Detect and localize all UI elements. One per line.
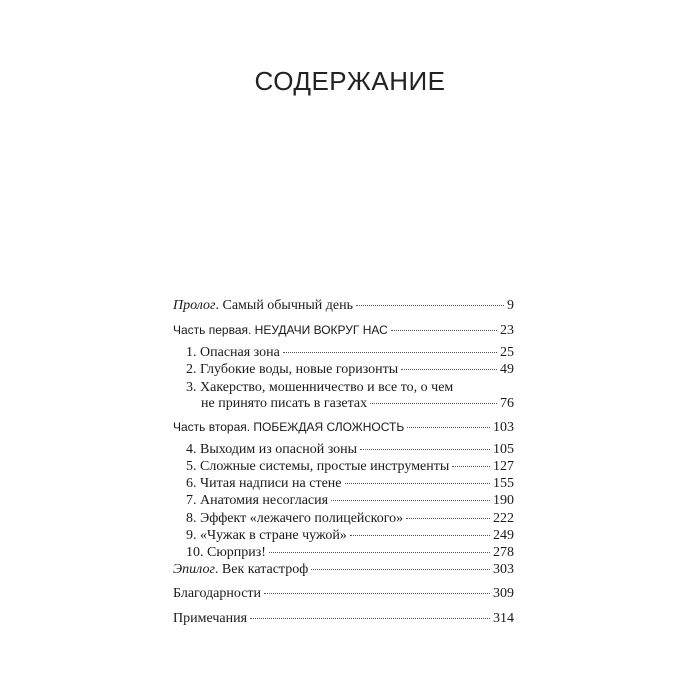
entry-text: 7. Анатомия несогласия [186, 493, 329, 508]
dot-leader [350, 534, 490, 536]
entry-text: 3. Хакерство, мошенничество и все то, о чем [186, 380, 454, 395]
dot-leader [331, 499, 490, 501]
entry-text: . Самый обычный день [215, 298, 353, 313]
page-number: 127 [493, 459, 514, 474]
toc-entry-epilogue[interactable] [173, 560, 514, 580]
dot-leader [370, 402, 497, 404]
entry-text: Часть вторая. ПОБЕЖДАЯ СЛОЖНОСТЬ [173, 420, 405, 434]
dot-leader [401, 368, 497, 370]
dot-leader [356, 304, 504, 306]
toc-entry-chapter-7[interactable] [186, 491, 514, 511]
entry-text: 5. Сложные системы, простые инструменты [186, 459, 450, 474]
dot-leader [407, 426, 490, 428]
entry-text: Благодарности [173, 586, 262, 601]
dot-leader [360, 448, 490, 450]
dot-leader [264, 592, 490, 594]
page-number: 76 [500, 396, 514, 411]
toc-entry-chapter-2[interactable] [186, 360, 514, 380]
page-number: 309 [493, 586, 514, 601]
entry-prefix: Пролог [173, 298, 216, 313]
dot-leader [406, 517, 490, 519]
page-number: 314 [493, 611, 514, 626]
entry-text: 2. Глубокие воды, новые горизонты [186, 362, 399, 377]
entry-text: не принято писать в газетах [201, 396, 368, 411]
page-number: 25 [500, 345, 514, 360]
dot-leader [269, 551, 490, 553]
page-number: 103 [493, 420, 514, 435]
entry-text: 9. «Чужак в стране чужой» [186, 528, 347, 543]
entry-text: 10. Сюрприз! [186, 545, 266, 560]
entry-text: 4. Выходим из опасной зоны [186, 442, 358, 457]
toc-entry-part-two[interactable] [173, 417, 514, 437]
entry-text: 6. Читая надписи на стене [186, 476, 342, 491]
page-number: 222 [493, 511, 514, 526]
entry-text: 8. Эффект «лежачего полицейского» [186, 511, 404, 526]
dot-leader [283, 351, 497, 353]
page-number: 303 [493, 562, 514, 577]
dot-leader [345, 482, 490, 484]
toc-entry-acknowledgements[interactable] [173, 584, 514, 604]
page-number: 155 [493, 476, 514, 491]
toc-entry-chapter-3-cont[interactable] [201, 394, 514, 414]
entry-prefix: Эпилог [173, 562, 215, 577]
toc-entry-prologue[interactable] [173, 296, 514, 316]
toc-entry-part-one[interactable] [173, 320, 514, 340]
page-number: 278 [493, 545, 514, 560]
dot-leader [311, 568, 490, 570]
page-number: 249 [493, 528, 514, 543]
entry-text: Часть первая. НЕУДАЧИ ВОКРУГ НАС [173, 323, 388, 337]
entry-text: 1. Опасная зона [186, 345, 280, 360]
page-title: СОДЕРЖАНИЕ [254, 66, 446, 96]
dot-leader [391, 329, 497, 331]
page-number: 190 [493, 493, 514, 508]
toc-entry-notes[interactable] [173, 609, 514, 629]
page-number: 49 [500, 362, 514, 377]
page-number: 23 [500, 323, 514, 338]
entry-text: . Век катастроф [214, 562, 309, 577]
dot-leader [452, 465, 490, 467]
entry-text: Примечания [173, 611, 248, 626]
dot-leader [250, 617, 490, 619]
page-number: 9 [507, 298, 514, 313]
page-number: 105 [493, 442, 514, 457]
